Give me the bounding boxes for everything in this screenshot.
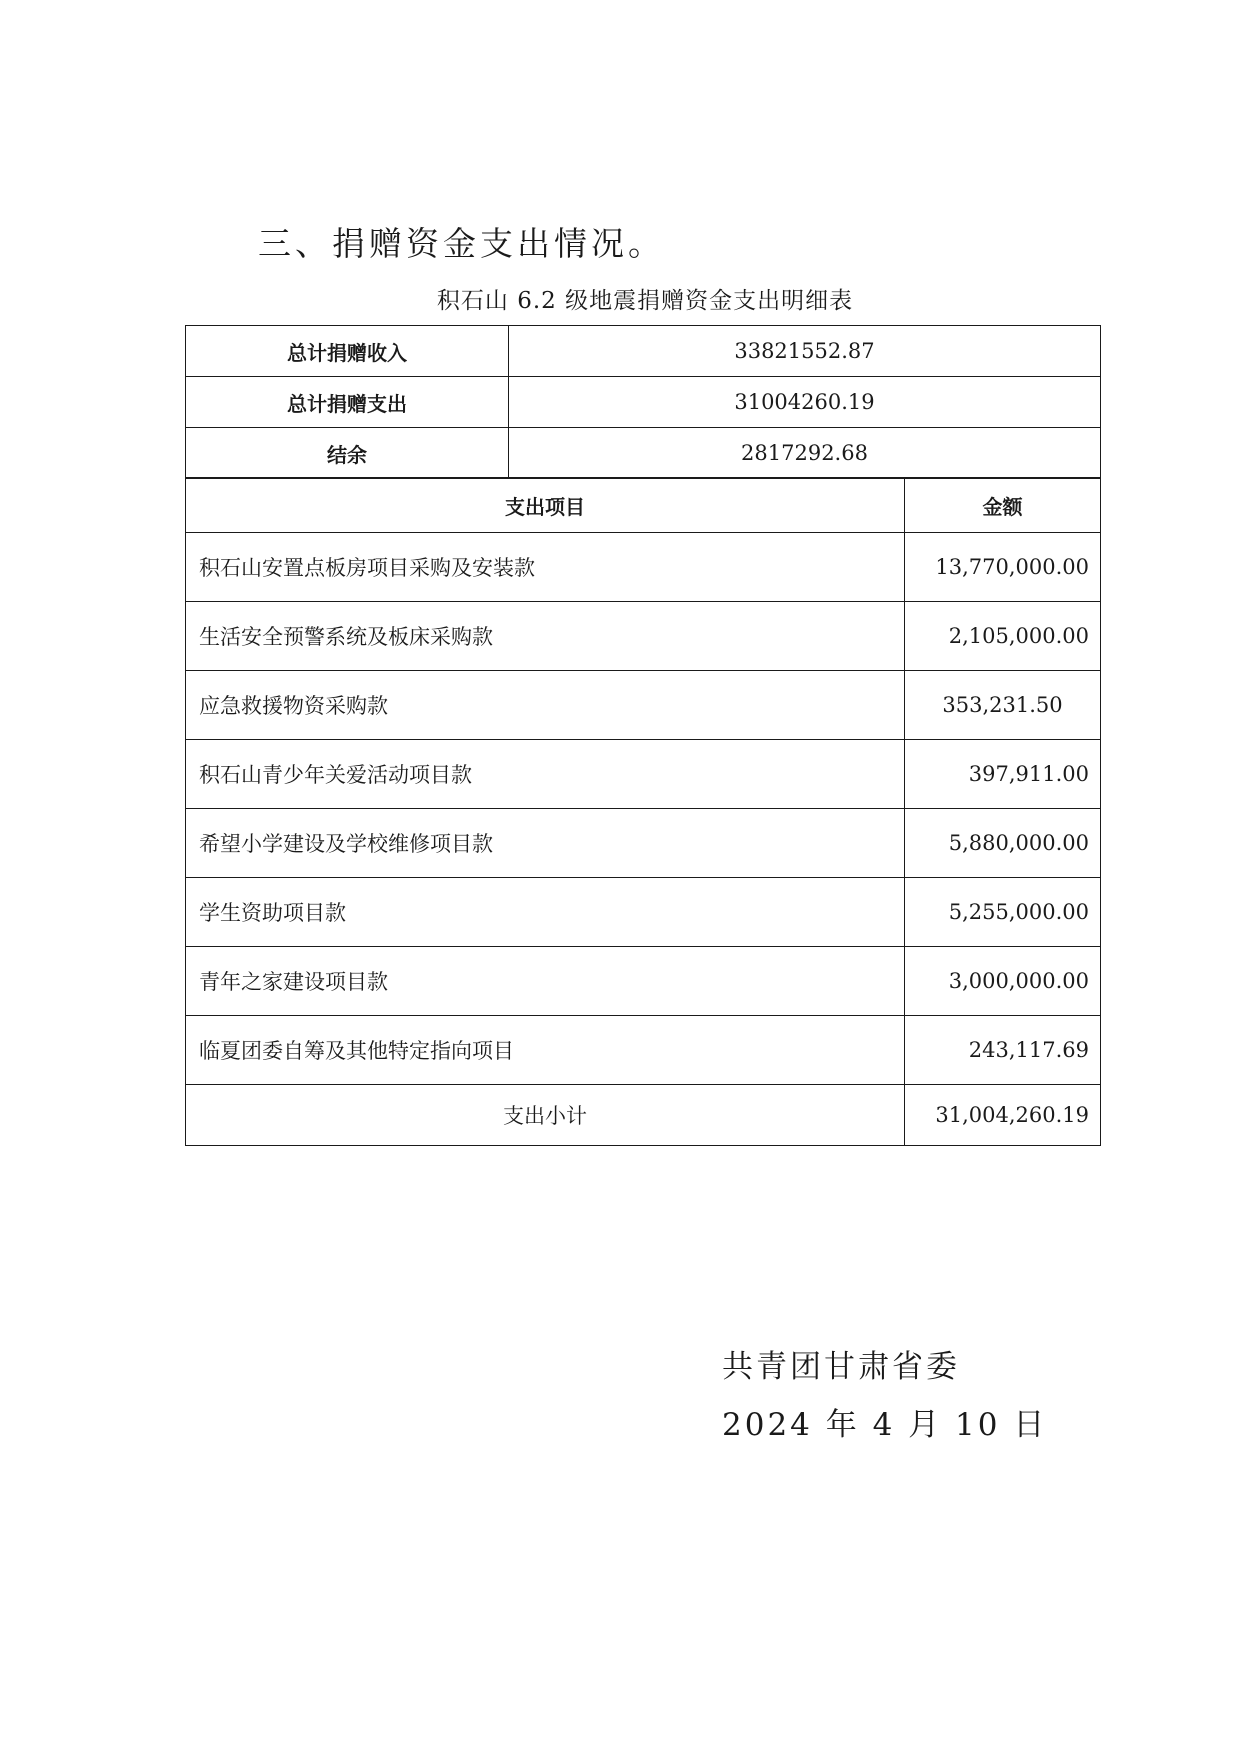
row-item: 希望小学建设及学校维修项目款 (186, 809, 905, 878)
table-row (186, 947, 1101, 1016)
table-row (186, 602, 1101, 671)
row-amount: 243,117.69 (905, 1016, 1101, 1085)
table-row (186, 809, 1101, 878)
row-amount: 2,105,000.00 (905, 602, 1101, 671)
signature-date: 2024 年 4 月 10 日 (722, 1407, 1048, 1443)
table-row (186, 533, 1101, 602)
table-row (186, 671, 1101, 740)
summary-value: 2817292.68 (509, 428, 1101, 479)
column-header-amount: 金额 (905, 478, 1101, 533)
row-item: 生活安全预警系统及板床采购款 (186, 602, 905, 671)
expense-detail-table (185, 477, 1101, 1146)
summary-row-income (186, 326, 1101, 377)
table-row (186, 1016, 1101, 1085)
subtotal-row (186, 1085, 1101, 1146)
summary-table (185, 325, 1101, 479)
summary-label: 总计捐赠支出 (186, 377, 509, 428)
subtotal-label: 支出小计 (186, 1085, 905, 1146)
summary-value: 33821552.87 (509, 326, 1101, 377)
table-row (186, 740, 1101, 809)
row-amount: 353,231.50 (905, 671, 1101, 740)
summary-label: 结余 (186, 428, 509, 479)
row-item: 积石山安置点板房项目采购及安装款 (186, 533, 905, 602)
summary-label: 总计捐赠收入 (186, 326, 509, 377)
row-amount: 397,911.00 (905, 740, 1101, 809)
row-item: 应急救援物资采购款 (186, 671, 905, 740)
summary-row-balance (186, 428, 1101, 479)
table-header-row (186, 478, 1101, 533)
table-row (186, 878, 1101, 947)
row-amount: 5,880,000.00 (905, 809, 1101, 878)
summary-value: 31004260.19 (509, 377, 1101, 428)
row-amount: 5,255,000.00 (905, 878, 1101, 947)
column-header-item: 支出项目 (186, 478, 905, 533)
row-item: 积石山青少年关爱活动项目款 (186, 740, 905, 809)
row-item: 临夏团委自筹及其他特定指向项目 (186, 1016, 905, 1085)
row-amount: 13,770,000.00 (905, 533, 1101, 602)
row-amount: 3,000,000.00 (905, 947, 1101, 1016)
subtotal-amount: 31,004,260.19 (905, 1085, 1101, 1146)
signature-organization: 共青团甘肃省委 (722, 1349, 960, 1385)
signature-block (722, 1338, 1047, 1454)
section-heading: 三、捐赠资金支出情况。 (258, 224, 665, 263)
row-item: 学生资助项目款 (186, 878, 905, 947)
table-title: 积石山 6.2 级地震捐赠资金支出明细表 (436, 288, 854, 314)
summary-row-expense (186, 377, 1101, 428)
row-item: 青年之家建设项目款 (186, 947, 905, 1016)
